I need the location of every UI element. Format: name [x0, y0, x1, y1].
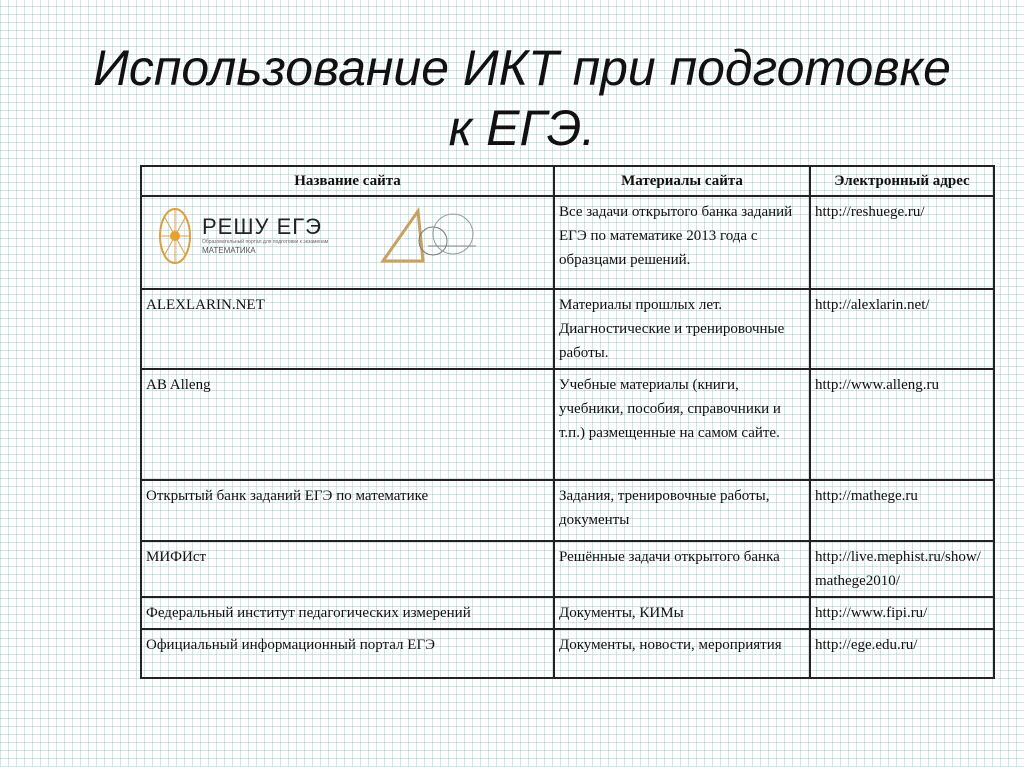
table-header [141, 166, 994, 196]
brand-tagline: Образовательный портал для подготовки к экзаменам [202, 239, 329, 245]
site-name: ALEXLARIN.NET [141, 289, 554, 369]
site-name: МИФИст [141, 541, 554, 597]
brand-subject: МАТЕМАТИКА [202, 246, 256, 255]
geometry-tools-icon [378, 206, 478, 266]
site-url[interactable]: http://alexlarin.net/ [810, 289, 994, 369]
site-url[interactable]: http://www.fipi.ru/ [810, 597, 994, 629]
site-materials: Документы, КИМы [554, 597, 810, 629]
site-materials: Решённые задачи открытого банка [554, 541, 810, 597]
site-url[interactable]: http://ege.edu.ru/ [810, 629, 994, 678]
header-name: Название сайта [141, 166, 554, 196]
site-name: AB Alleng [141, 369, 554, 480]
site-materials: Материалы прошлых лет. Диагностические и тренировочные работы. [554, 289, 810, 369]
brand-name: РЕШУ ЕГЭ [202, 214, 322, 239]
site-name: Официальный информационный портал ЕГЭ [141, 629, 554, 678]
header-materials: Материалы сайта [554, 166, 810, 196]
table-row [141, 196, 994, 289]
title-line-2: к ЕГЭ. [448, 100, 596, 156]
site-name: Федеральный институт педагогических измерений [141, 597, 554, 629]
header-url: Электронный адрес [810, 166, 994, 196]
table-row [141, 629, 994, 678]
brand-text [202, 215, 328, 257]
site-url[interactable]: http://www.alleng.ru [810, 369, 994, 480]
reshuege-logo [146, 200, 549, 272]
site-url[interactable]: http://reshuege.ru/ [810, 196, 994, 289]
site-materials: Документы, новости, мероприятия [554, 629, 810, 678]
sites-table [140, 165, 995, 679]
site-logo-cell [141, 196, 554, 289]
site-materials: Учебные материалы (книги, учебники, пособия, справочники и т.п.) размещенные на самом сайте. [554, 369, 810, 480]
slide-title [40, 38, 1004, 158]
table-row [141, 541, 994, 597]
sun-wheel-icon [158, 206, 192, 266]
title-line-1: Использование ИКТ при подготовке [93, 40, 951, 96]
table-row [141, 480, 994, 541]
site-url[interactable]: http://live.mephist.ru/show/mathege2010/ [810, 541, 994, 597]
table-row [141, 597, 994, 629]
site-name: Открытый банк заданий ЕГЭ по математике [141, 480, 554, 541]
site-materials: Задания, тренировочные работы, документы [554, 480, 810, 541]
site-materials: Все задачи открытого банка заданий ЕГЭ по математике 2013 года с образцами решений. [554, 196, 810, 289]
site-url[interactable]: http://mathege.ru [810, 480, 994, 541]
table-row [141, 369, 994, 480]
table-row [141, 289, 994, 369]
